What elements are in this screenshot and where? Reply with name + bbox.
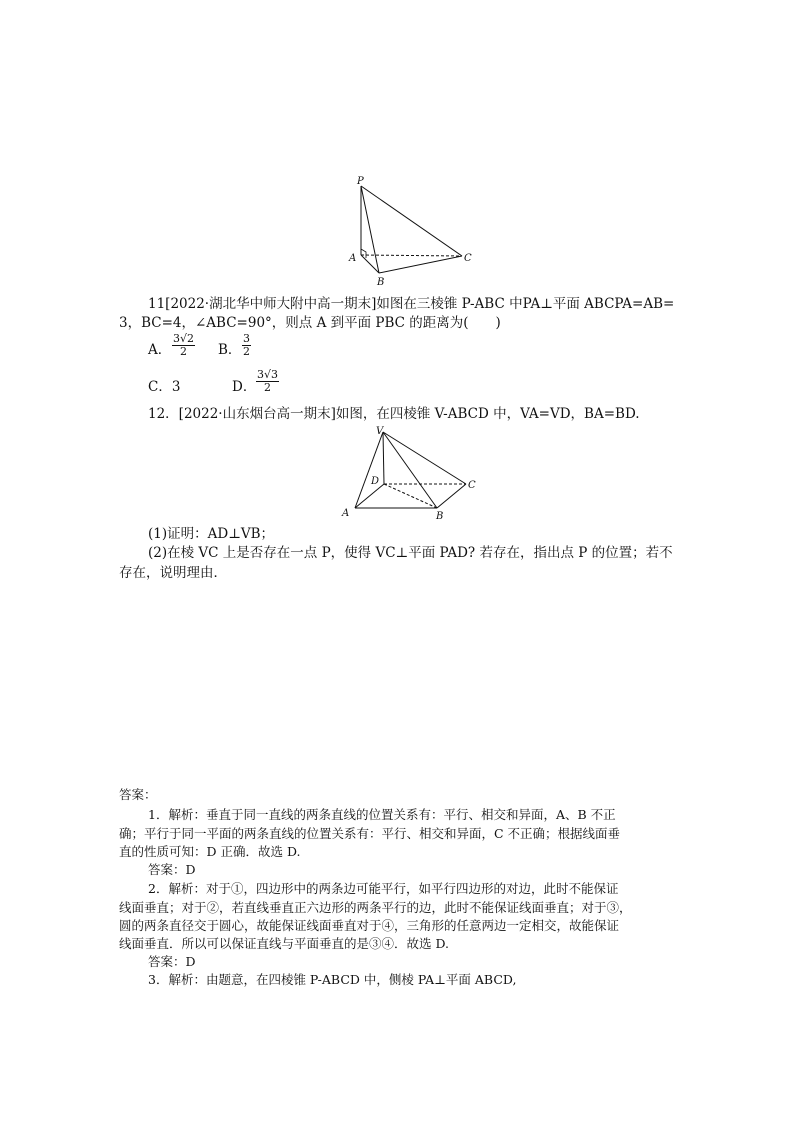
q12-line1: 12．[2022·山东烟台高一期末]如图，在四棱锥 V-ABCD 中，VA=VD，BA=BD. — [148, 406, 640, 422]
answer2-line2: 线面垂直；对于②，若直线垂直正六边形的两条平行的边，此时不能保证线面垂直；对于③， — [119, 900, 632, 915]
option-b-label: B． — [218, 342, 242, 358]
q12-part2-line2: 存在，说明理由． — [119, 565, 227, 581]
label-v: V — [376, 426, 384, 437]
answer2-line1: 2．解析：对于①，四边形中的两条边可能平行，如平行四边形的对边，此时不能保证 — [148, 881, 619, 896]
q11-line1: 11[2022·湖北华中师大附中高一期末]如图在三棱锥 P-ABC 中PA⊥平面 ABCPA=AB= — [148, 296, 675, 312]
q11-line2: 3，BC=4，∠ABC=90°，则点 A 到平面 PBC 的距离为( ) — [119, 315, 501, 331]
option-d-label: D． — [232, 379, 257, 395]
answer3-line1: 3．解析：由题意，在四棱锥 P-ABCD 中，侧棱 PA⊥平面 ABCD, — [148, 972, 517, 987]
label-p: P — [357, 176, 364, 187]
edge-pb — [361, 186, 379, 273]
edge-ac-hidden — [361, 255, 462, 256]
edge-bc — [379, 256, 462, 273]
edge-vb — [383, 432, 437, 508]
answer1-line3: 直的性质可知：D 正确．故选 D. — [119, 844, 301, 859]
answer2-line3: 圆的两条直径交于圆心，故能保证线面垂直对于④，三角形的任意两边一定相交，故能保证 — [119, 918, 620, 933]
answer2-line4: 线面垂直．所以可以保证直线与平面垂直的是③④．故选 D. — [119, 936, 450, 951]
edge-vc — [383, 432, 466, 484]
answer1-line1: 1．解析：垂直于同一直线的两条直线的位置关系有：平行、相交和异面，A、B 不正 — [148, 807, 616, 822]
edge-bc — [437, 484, 466, 508]
option-b-denominator: 2 — [243, 345, 250, 358]
right-angle-mark — [361, 249, 366, 258]
option-d-fraction — [256, 369, 279, 394]
option-b-fraction — [242, 333, 251, 358]
figure-pyramid-v-abcd — [338, 424, 488, 524]
option-d-denominator: 2 — [264, 381, 271, 394]
label-c: C — [464, 253, 472, 264]
answer1-result: 答案：D — [148, 862, 196, 877]
q12-part2-line1: (2)在棱 VC 上是否存在一点 P，使得 VC⊥平面 PAD? 若存在，指出点 P 的位置；若不 — [148, 545, 673, 561]
edge-pc — [361, 186, 462, 256]
label-a: A — [349, 253, 357, 264]
option-a-label: A． — [148, 342, 172, 358]
label-b: B — [377, 277, 385, 288]
label-a: A — [342, 508, 350, 519]
edge-vd — [383, 432, 384, 484]
label-b: B — [436, 511, 444, 522]
option-c-label: C．3 — [148, 379, 181, 395]
label-d: D — [371, 476, 380, 487]
option-a-denominator: 2 — [180, 345, 187, 358]
figure-pyramid-p-abc — [340, 172, 480, 290]
option-d-numerator: 3√3 — [257, 368, 279, 381]
answer2-result: 答案：D — [148, 954, 196, 969]
answers-heading: 答案： — [119, 787, 157, 802]
option-a-numerator: 3√2 — [173, 332, 195, 345]
label-c: C — [468, 480, 476, 491]
option-a-fraction — [172, 333, 195, 358]
answer1-line2: 确；平行于同一平面的两条直线的位置关系有：平行、相交和异面，C 不正确；根据线面垂 — [119, 826, 621, 841]
option-b-numerator: 3 — [243, 332, 250, 345]
q12-part1: (1)证明：AD⊥VB； — [148, 526, 275, 542]
